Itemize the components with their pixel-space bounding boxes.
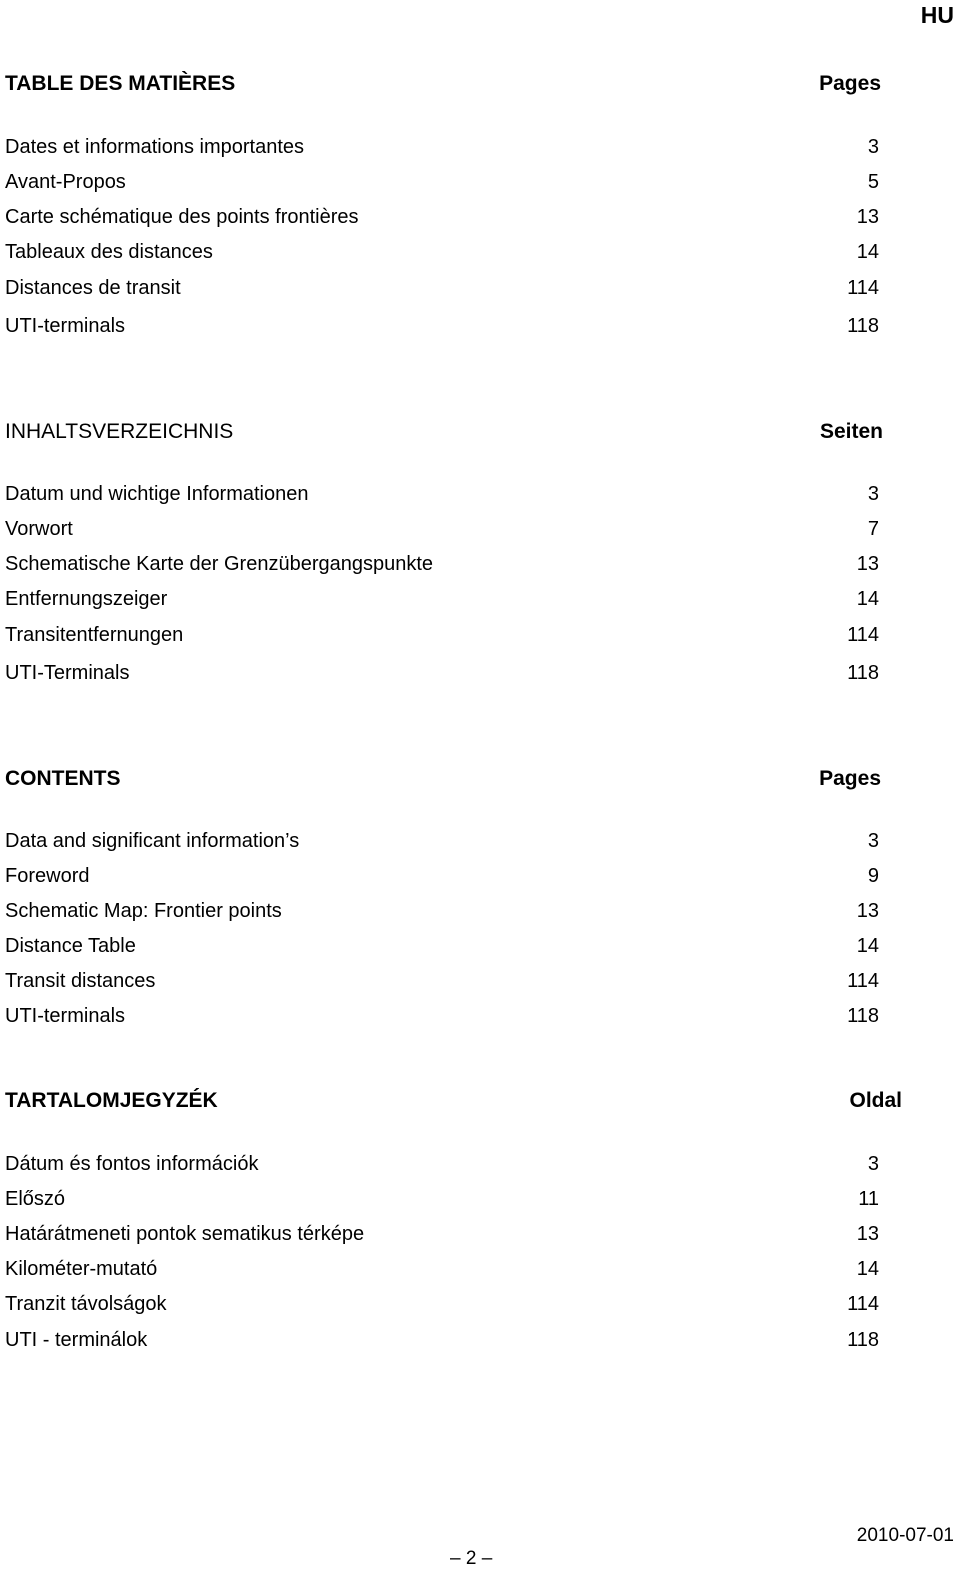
toc-entry-title: Carte schématique des points frontières (5, 206, 359, 228)
section-pages-label-en: Pages (819, 767, 881, 790)
toc-entry-page: 5 (867, 171, 879, 193)
section-pages-label-hu: Oldal (849, 1089, 902, 1112)
toc-entry-page: 114 (847, 1293, 879, 1315)
toc-entry-page: 13 (856, 900, 879, 922)
toc-entry-page: 14 (856, 588, 879, 610)
toc-entry-title: Előszó (5, 1188, 66, 1210)
toc-entry-title: Dátum és fontos információk (5, 1153, 259, 1175)
toc-entry-page: 118 (847, 315, 879, 337)
toc-entry-page: 114 (847, 970, 879, 992)
toc-entry-page: 114 (847, 277, 879, 299)
toc-entry-page: 13 (856, 553, 879, 575)
language-code: HU (920, 2, 954, 28)
toc-entry-page: 9 (867, 865, 879, 887)
toc-entry-page: 11 (858, 1188, 879, 1210)
toc-entry-title: UTI-terminals (5, 315, 126, 337)
toc-entry-title: Data and significant information’s (5, 830, 300, 852)
toc-entry-title: UTI - terminálok (5, 1329, 148, 1351)
footer-page-number: – 2 – (450, 1548, 493, 1569)
toc-entry-page: 118 (847, 662, 879, 684)
section-pages-label-fr: Pages (819, 72, 881, 95)
section-heading-de: INHALTSVERZEICHNIS (5, 420, 234, 443)
toc-entry-page: 3 (867, 1153, 879, 1175)
section-heading-fr: TABLE DES MATIÈRES (5, 72, 236, 95)
toc-entry-page: 3 (867, 136, 879, 158)
toc-entry-title: Vorwort (5, 518, 73, 540)
toc-entry-title: Datum und wichtige Informationen (5, 483, 309, 505)
toc-entry-page: 13 (856, 1223, 879, 1245)
toc-entry-title: Foreword (5, 865, 90, 887)
toc-entry-page: 3 (867, 483, 879, 505)
toc-entry-page: 114 (847, 624, 879, 646)
section-heading-en: CONTENTS (5, 767, 121, 790)
toc-entry-title: Tranzit távolságok (5, 1293, 167, 1315)
toc-entry-title: UTI-terminals (5, 1005, 126, 1027)
toc-entry-title: Dates et informations importantes (5, 136, 305, 158)
toc-entry-title: Entfernungszeiger (5, 588, 168, 610)
toc-entry-page: 14 (856, 1258, 879, 1280)
toc-entry-page: 7 (867, 518, 879, 540)
toc-entry-title: Schematic Map: Frontier points (5, 900, 282, 922)
section-heading-hu: TARTALOMJEGYZÉK (5, 1089, 218, 1112)
footer-date: 2010-07-01 (856, 1525, 954, 1546)
toc-entry-title: Distances de transit (5, 277, 181, 299)
toc-entry-title: Tableaux des distances (5, 241, 213, 263)
toc-entry-title: Avant-Propos (5, 171, 126, 193)
toc-entry-page: 118 (847, 1329, 879, 1351)
toc-entry-title: Kilométer-mutató (5, 1258, 158, 1280)
section-pages-label-de: Seiten (819, 420, 883, 443)
toc-entry-title: Transitentfernungen (5, 624, 184, 646)
toc-entry-page: 118 (847, 1005, 879, 1027)
toc-entry-title: Határátmeneti pontok sematikus térképe (5, 1223, 365, 1245)
toc-entry-page: 14 (856, 935, 879, 957)
toc-entry-page: 3 (867, 830, 879, 852)
toc-entry-title: UTI-Terminals (5, 662, 130, 684)
toc-entry-title: Distance Table (5, 935, 136, 957)
toc-entry-title: Transit distances (5, 970, 156, 992)
toc-entry-page: 13 (856, 206, 879, 228)
toc-entry-title: Schematische Karte der Grenzübergangspunkte (5, 553, 434, 575)
toc-entry-page: 14 (856, 241, 879, 263)
